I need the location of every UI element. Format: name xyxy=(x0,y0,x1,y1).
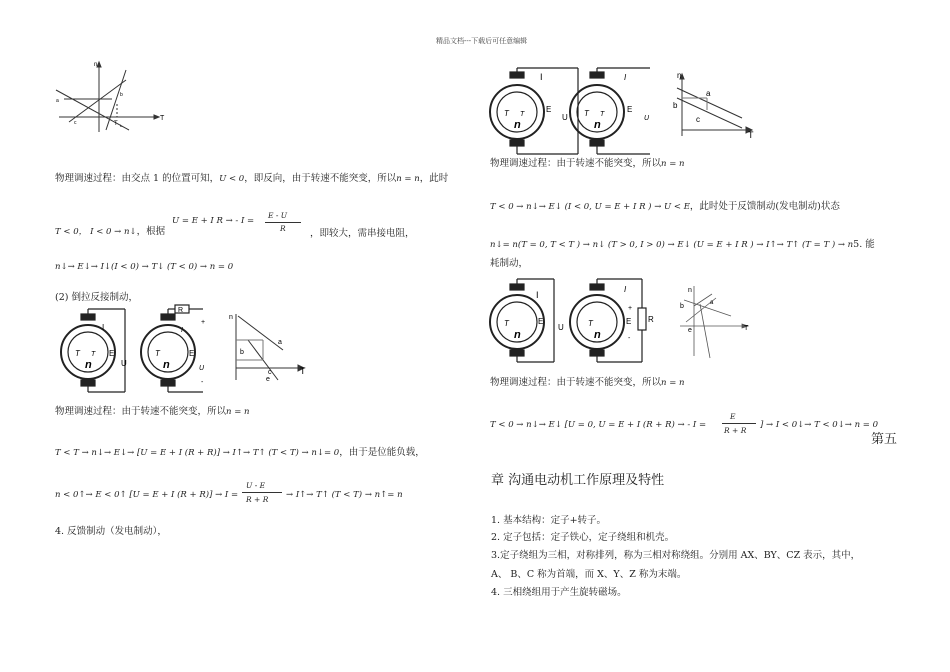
graph1-TL-label: T xyxy=(114,121,118,127)
page-header: 精品文档---下载后可任意编辑 xyxy=(436,37,528,45)
svg-text:n: n xyxy=(163,359,170,371)
formula: ] → I < 0↓→ T < 0↓→ n = 0 xyxy=(760,420,879,430)
text-line: T < 0， I < 0 → n↓，根据 xyxy=(55,226,166,237)
graph1-n-label: n xyxy=(94,62,98,68)
svg-text:T: T xyxy=(75,349,80,358)
svg-text:+: + xyxy=(201,319,206,326)
list-item: A、 B、C 称为首端，而 X、Y、Z 称为末端。 xyxy=(491,569,687,580)
svg-text:E: E xyxy=(627,105,633,114)
svg-text:T: T xyxy=(520,111,525,118)
graph1-T-label: T xyxy=(160,115,165,122)
text-line: T < 0 → n↓→ E↓ (I < 0, U = E + I R ) → U < E，此时处于反馈制动(发电制动)状态 xyxy=(490,201,840,212)
formula-numerator: E xyxy=(730,412,736,421)
svg-text:a: a xyxy=(710,300,714,306)
text-line: 物理调速过程：由于转速不能突变，所以n = n xyxy=(55,406,250,417)
text-line: 耗制动， xyxy=(490,258,529,269)
svg-text:I: I xyxy=(536,290,539,300)
list-item: 3.定子绕组为三相，对称排列，称为三相对称绕组。分别用 AX、BY、CZ 表示，其中， xyxy=(491,550,861,561)
svg-text:T: T xyxy=(584,109,589,118)
text-line: 物理调速过程：由于转速不能突变，所以n = n xyxy=(490,377,685,388)
motor-diagram-reverse-braking xyxy=(55,308,235,394)
formula-denominator: R + R xyxy=(246,495,269,504)
svg-text:c: c xyxy=(696,115,700,124)
list-item: 4. 三相绕组用于产生旋转磁场。 xyxy=(491,587,627,598)
svg-text:I: I xyxy=(181,327,183,334)
chapter-title: 章 沟通电动机工作原理及特性 xyxy=(491,473,665,488)
svg-text:n: n xyxy=(594,329,601,341)
svg-text:n: n xyxy=(514,329,521,341)
svg-text:E: E xyxy=(546,105,552,114)
svg-text:T: T xyxy=(91,351,96,358)
formula-numerator: E - U xyxy=(268,211,288,220)
chapter-number: 第五 xyxy=(871,432,898,447)
svg-text:T: T xyxy=(600,111,605,118)
svg-text:a: a xyxy=(706,89,711,98)
svg-text:b: b xyxy=(680,303,684,310)
svg-text:n: n xyxy=(594,119,601,131)
svg-text:-: - xyxy=(201,379,204,386)
svg-text:T: T xyxy=(300,366,306,376)
svg-text:T: T xyxy=(744,325,749,332)
formula: n↓→ E↓→ I↓(I < 0) → T↓ (T < 0) → n = 0 xyxy=(55,262,234,272)
svg-text:E: E xyxy=(189,349,195,358)
graph1-a-label: a xyxy=(56,98,59,104)
svg-text:U: U xyxy=(199,365,205,372)
svg-text:I: I xyxy=(624,285,627,294)
svg-text:e: e xyxy=(688,327,692,334)
svg-text:U: U xyxy=(562,113,568,122)
text-line: 物理调速过程：由于转速不能突变，所以n = n xyxy=(490,158,685,169)
speed-torque-graph-4 xyxy=(676,284,756,360)
svg-text:n: n xyxy=(229,314,233,321)
fraction-bar xyxy=(242,492,282,493)
svg-text:b: b xyxy=(240,349,244,356)
svg-text:U: U xyxy=(644,115,650,122)
svg-text:n: n xyxy=(85,359,92,371)
formula-denominator: R xyxy=(280,224,286,233)
svg-text:R: R xyxy=(178,307,184,314)
svg-text:U: U xyxy=(121,359,127,368)
svg-text:b: b xyxy=(673,101,678,110)
formula: → I↑→ T↑ (T < T) → n↑= n xyxy=(286,490,403,500)
list-item: 2. 定子包括：定子铁心，定子绕组和机壳。 xyxy=(491,532,675,543)
formula-denominator: R + R xyxy=(724,426,747,435)
fraction-bar xyxy=(265,222,301,223)
svg-text:I: I xyxy=(624,73,627,82)
text-line: 物理调速过程：由交点 1 的位置可知，U < 0，即反向，由于转速不能突变，所以n = n，此时 xyxy=(55,173,449,184)
svg-text:-: - xyxy=(628,335,631,342)
formula-numerator: U - E xyxy=(246,481,266,490)
svg-text:E: E xyxy=(626,317,632,326)
fraction-bar xyxy=(722,423,756,424)
svg-text:I: I xyxy=(540,72,543,82)
motor-diagram-dynamic-braking xyxy=(490,278,670,364)
section-title: (2) 倒拉反接制动， xyxy=(55,292,138,303)
motor-diagram-feedback-braking xyxy=(490,66,670,156)
speed-torque-graph-2 xyxy=(228,310,308,382)
svg-text:T: T xyxy=(504,109,509,118)
formula: T < 0 → n↓→ E↓ [U = 0, U = E + I (R + R) → - I = xyxy=(490,420,707,430)
svg-text:n: n xyxy=(514,119,521,131)
graph1-c-label: c xyxy=(74,120,77,126)
speed-torque-graph-3 xyxy=(672,70,758,140)
svg-text:e: e xyxy=(266,376,270,383)
text-line: ，即较大，需串接电阻， xyxy=(310,228,415,239)
svg-text:n: n xyxy=(677,71,682,80)
svg-text:E: E xyxy=(538,317,544,326)
svg-text:T: T xyxy=(748,130,754,140)
speed-torque-graph-1 xyxy=(54,60,164,138)
graph1-b-label: b xyxy=(120,92,123,98)
section-title: 4. 反馈制动（发电制动）， xyxy=(55,526,167,537)
svg-text:T: T xyxy=(504,319,509,328)
formula: U = E + I R → - I = xyxy=(172,216,255,226)
text-line: T < T → n↓→ E↓→ [U = E + I (R + R)] → I↑→ T↑ (T < T) → n↓= 0，由于是位能负载， xyxy=(55,447,425,458)
svg-text:n: n xyxy=(688,287,692,294)
svg-text:T: T xyxy=(588,319,593,328)
svg-text:E: E xyxy=(109,349,115,358)
svg-text:c: c xyxy=(268,369,272,376)
svg-text:+: + xyxy=(628,305,633,312)
svg-text:I: I xyxy=(102,323,105,332)
svg-text:L: L xyxy=(120,123,123,128)
svg-text:a: a xyxy=(278,339,282,346)
list-item: 1. 基本结构：定子+转子。 xyxy=(491,515,607,526)
formula: n < 0↑→ E < 0↑ [U = E + I (R + R)] → I = xyxy=(55,490,239,500)
svg-text:U: U xyxy=(558,323,564,332)
svg-text:T: T xyxy=(155,349,160,358)
svg-text:R: R xyxy=(648,315,654,324)
text-line: n↓= n(T = 0, T < T ) → n↓ (T > 0, I > 0) → E↓ (U = E + I R ) → I↑→ T↑ (T = T ) → n5. 能 xyxy=(490,239,875,250)
